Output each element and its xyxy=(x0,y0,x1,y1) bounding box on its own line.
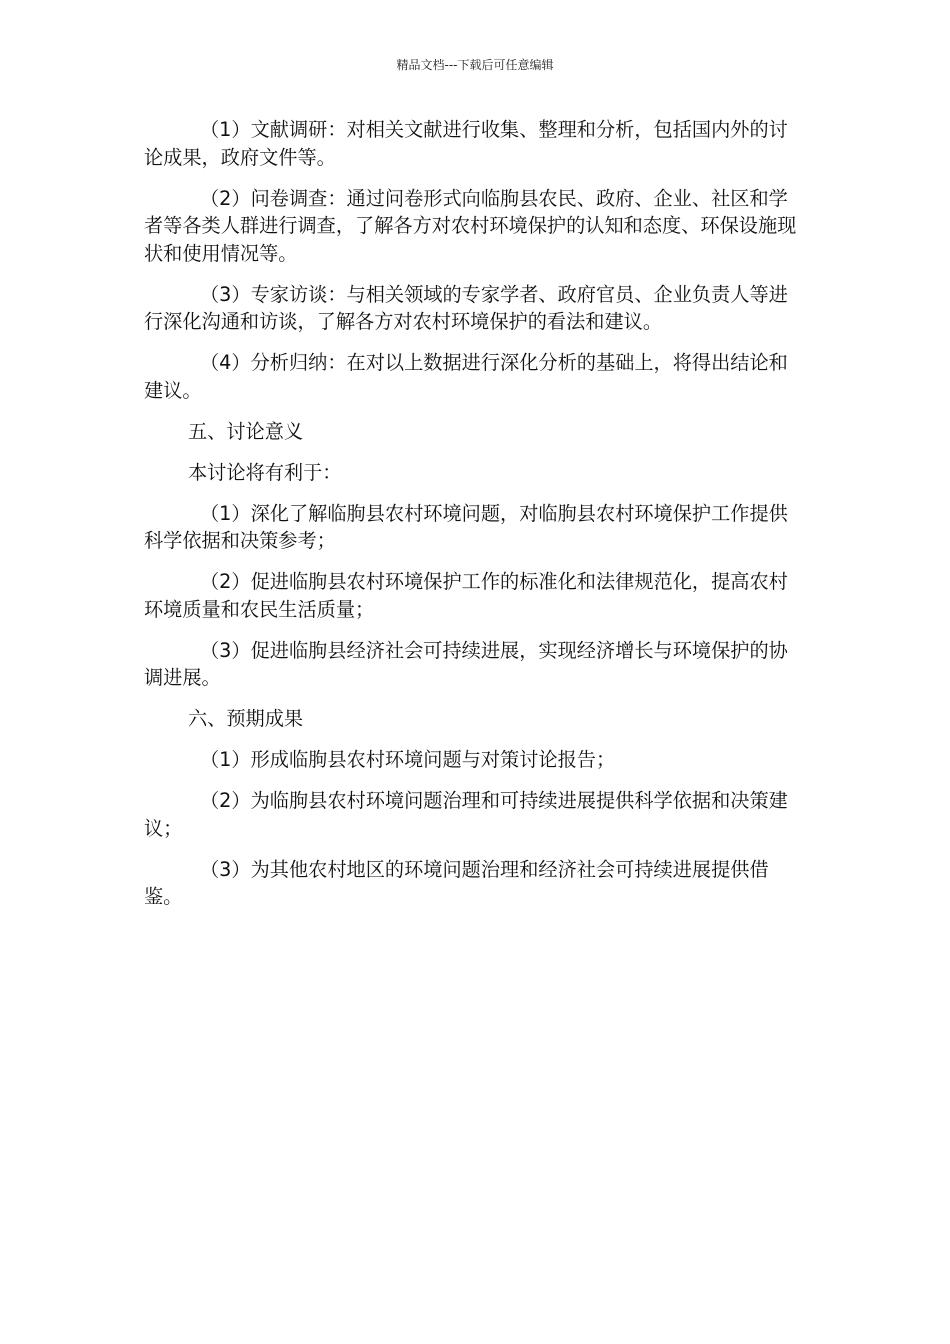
significance-item-1: （1）深化了解临朐县农村环境问题，对临朐县农村环境保护工作提供科学依据和决策参考； xyxy=(144,501,788,552)
method-literature-research: （1）文献调研：对相关文献进行收集、整理和分析，包括国内外的讨论成果，政府文件等。 xyxy=(144,118,788,169)
expected-result-2: （2）为临朐县农村环境问题治理和可持续进展提供科学依据和决策建议； xyxy=(144,789,788,840)
significance-item-2: （2）促进临朐县农村环境保护工作的标准化和法律规范化，提高农村环境质量和农民生活质量； xyxy=(144,570,788,621)
expected-result-1: （1）形成临朐县农村环境问题与对策讨论报告； xyxy=(200,748,616,771)
page-header: 精品文档---下载后可任意编辑 xyxy=(396,58,554,72)
method-analysis-summary: （4）分析归纳：在对以上数据进行深化分析的基础上，将得出结论和建议。 xyxy=(144,351,788,402)
document-body xyxy=(144,116,806,924)
method-expert-interview: （3）专家访谈：与相关领域的专家学者、政府官员、企业负责人等进行深化沟通和访谈，了解各方对农村环境保护的看法和建议。 xyxy=(144,282,788,333)
section-heading-expected-results: 六、预期成果 xyxy=(188,707,304,730)
significance-item-3: （3）促进临朐县经济社会可持续进展，实现经济增长与环境保护的协调进展。 xyxy=(144,638,788,689)
section-heading-significance: 五、讨论意义 xyxy=(188,419,304,443)
significance-lead: 本讨论将有利于： xyxy=(188,460,342,484)
expected-result-3: （3）为其他农村地区的环境问题治理和经济社会可持续进展提供借鉴。 xyxy=(144,857,769,908)
method-questionnaire-survey: （2）问卷调查：通过问卷形式向临朐县农民、政府、企业、社区和学者等各类人群进行调查，了解各方对农村环境保护的认知和态度、环保设施现状和使用情况等。 xyxy=(144,186,797,265)
